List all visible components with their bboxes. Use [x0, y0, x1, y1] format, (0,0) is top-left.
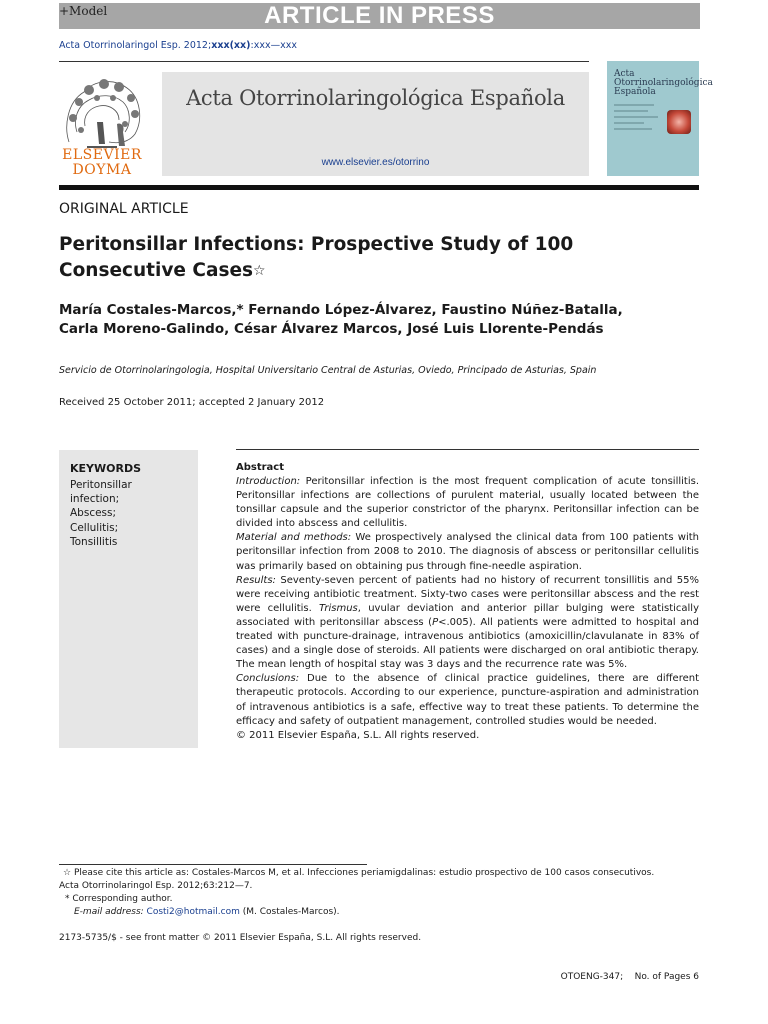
plus-model-label: +Model — [59, 4, 108, 18]
cover-title: Acta Otorrinolaringológica Española — [614, 69, 713, 97]
journal-ref-volume: xxx(xx) — [211, 40, 251, 51]
title-footnote-star-icon[interactable]: ☆ — [253, 263, 266, 279]
footnotes — [59, 867, 699, 919]
keywords-heading: KEYWORDS — [70, 462, 142, 475]
abstract-section-text: Seventy-seven percent of patients had no history of recurrent tonsillitis and 55% were receiving antibiotic treatment. Sixty-two cases were peritonsillar abscess and the rest were cellulitis. — [236, 574, 699, 614]
header-top-rule — [59, 61, 589, 62]
citation-reference: Acta Otorrinolaringol Esp. 2012;63:212—7. — [59, 881, 253, 892]
abstract-section-text: Due to the absence of clinical practice guidelines, there are different therapeutic protocols. According to our experience, puncture-aspiration and administration of intravenous antibiotics is a safe, effective way to treat these patients. To determine the efficacy and safety of outpatient management, controlled studies would be needed. — [236, 673, 699, 727]
corresponding-author-text: Corresponding author. — [69, 894, 173, 905]
abstract-section-label: Conclusions: — [236, 673, 300, 685]
keyword-item: Cellulitis; — [70, 521, 119, 534]
corresponding-author-note — [59, 893, 699, 906]
issn-notice: 2173-5735/$ - see front matter © 2011 Elsevier España, S.L. All rights reserved. — [59, 933, 422, 943]
keyword-item: Tonsillitis — [70, 535, 118, 548]
journal-url-link[interactable]: www.elsevier.es/otorrino — [321, 157, 430, 168]
cover-text-lines — [614, 104, 660, 134]
authors-line-2: Carla Moreno-Galindo, César Álvarez Marcos, José Luis Llorente-Pendás — [59, 321, 604, 337]
email-owner: (M. Costales-Marcos). — [239, 907, 340, 918]
abstract-section-label: Material and methods: — [236, 532, 352, 544]
article-type: ORIGINAL ARTICLE — [59, 201, 189, 217]
email-note — [59, 906, 699, 919]
footnote-rule — [59, 864, 367, 865]
abstract-section-text: <.005). All patients were admitted to hospital and treated with puncture-drainage, intravenous antibiotics (amoxicillin/clavulanate in 83% of cases) and a single dose of steroids. All patients were discharged on oral antibiotic therapy. The mean length of hospital stay was 3 days and the recurrence rate was 5%. — [236, 616, 699, 671]
publisher-name: ELSEVIER — [62, 147, 142, 163]
abstract-top-rule — [236, 449, 699, 450]
article-title-text: Peritonsillar Infections: Prospective Study of 100 Consecutive Cases — [59, 234, 574, 281]
abstract-section-text: , uvular deviation and anterior pillar bulging were statistically associated with peritonsillar abscess ( — [236, 602, 699, 628]
article-title — [59, 232, 699, 284]
footnote-star-icon: ☆ — [63, 868, 72, 878]
abstract-conclusions — [236, 672, 699, 728]
authors-line-1: María Costales-Marcos,* Fernando López-Álvarez, Faustino Núñez-Batalla, — [59, 302, 623, 318]
citation-text: Please cite this article as: Costales-Marcos M, et al. Infecciones periamigdalinas: estudio prospectivo de 100 casos consecutivos. — [71, 868, 655, 878]
article-in-press-label: ARTICLE IN PRESS — [264, 2, 495, 29]
abstract-copyright: © 2011 Elsevier España, S.L. All rights reserved. — [236, 729, 480, 741]
abstract-p-value-symbol: P — [432, 616, 439, 628]
abstract-section-label: Results: — [236, 574, 276, 586]
abstract-body — [236, 475, 699, 743]
abstract-introduction — [236, 475, 699, 531]
abstract-methods — [236, 531, 699, 573]
keywords-list — [70, 478, 190, 549]
journal-title: Acta Otorrinolaringológica Española — [186, 86, 565, 110]
abstract-section-text: Peritonsillar infection is the most frequent complication of acute tonsillitis. Peritonsillar infections are collections of purulent material, usually located between the tonsillar capsule and the superior constrictor of the pharynx. Peritonsillar infection can be divided into abscess and cellulitis. — [236, 476, 699, 530]
email-label: E-mail address: — [74, 907, 144, 918]
keyword-item: infection; — [70, 493, 120, 506]
email-link[interactable]: Costi2@hotmail.com — [146, 907, 240, 918]
abstract-term-trismus: Trismus — [319, 602, 358, 614]
journal-ref-pages: :xxx—xxx — [250, 40, 297, 51]
cover-image — [667, 110, 691, 134]
abstract-heading: Abstract — [236, 462, 285, 473]
document-id: OTOENG-347; No. of Pages 6 — [560, 972, 699, 982]
journal-reference[interactable] — [59, 40, 297, 51]
received-dates: Received 25 October 2011; accepted 2 January 2012 — [59, 397, 325, 408]
author-list — [59, 301, 699, 339]
abstract-section-text: We prospectively analysed the clinical data from 100 patients with peritonsillar infection from 2008 to 2010. The diagnosis of abscess or peritonsillar cellulitis was primarily based on obtaining pus through fine-needle aspiration. — [236, 532, 699, 572]
affiliation: Servicio de Otorrinolaringologia, Hospital Universitario Central de Asturias, Oviedo, Principado de Asturias, Spain — [59, 365, 597, 376]
keyword-item: Peritonsillar — [70, 479, 132, 491]
keyword-item: Abscess; — [70, 507, 117, 520]
footnote-asterisk-icon: * — [65, 894, 70, 905]
journal-ref-plain: Acta Otorrinolaringol Esp. 2012; — [59, 40, 212, 51]
abstract-section-label: Introduction: — [236, 476, 301, 487]
citation-footnote — [59, 867, 699, 880]
abstract-results — [236, 574, 699, 673]
publisher-imprint: DOYMA — [72, 162, 132, 178]
header-thick-rule — [59, 185, 699, 190]
